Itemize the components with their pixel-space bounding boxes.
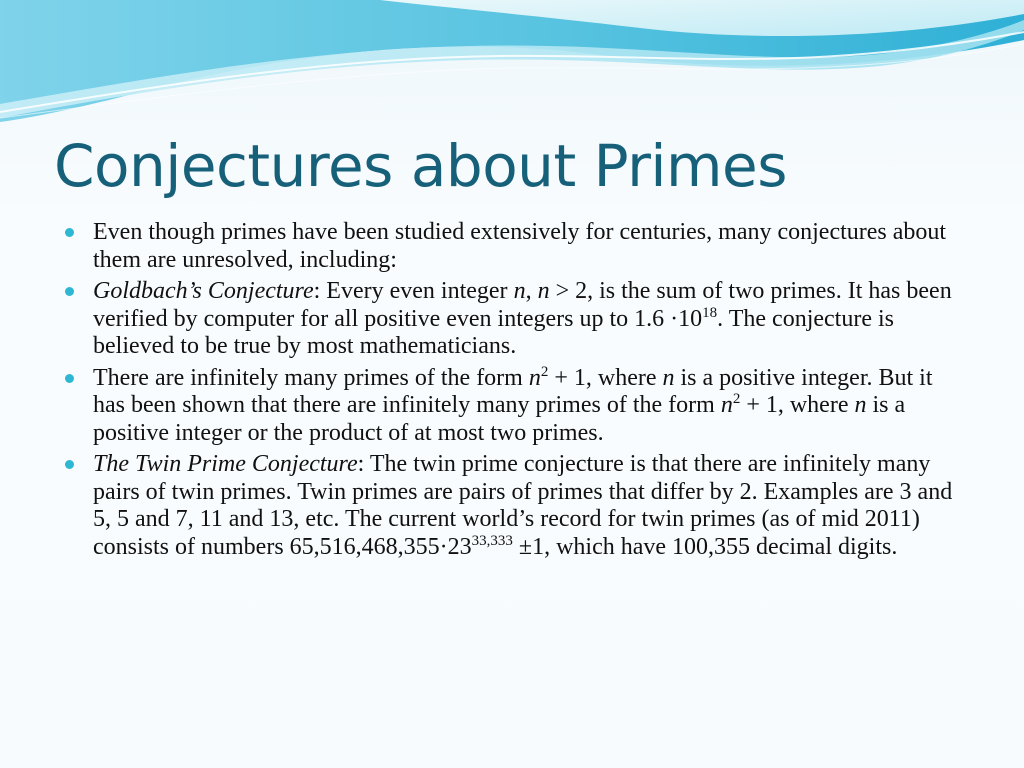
text-run: ±1, which have 100,355 decimal digits. <box>512 533 898 560</box>
bullet-text: Even though primes have been studied extensively for centuries, many conjectures about them are unresolved, including: <box>93 219 947 273</box>
bullet-list <box>64 219 964 565</box>
text-run: is a positive integer. But it has been shown that there are infinitely many primes of the form <box>93 364 933 418</box>
bullet-twin-prime <box>64 451 964 561</box>
goldbach-term: Goldbach’s Conjecture <box>93 278 314 304</box>
text-run: + 1, where <box>740 392 855 418</box>
bullet-dot-icon <box>65 460 74 469</box>
exponent: 18 <box>702 304 718 321</box>
exponent: 2 <box>540 363 549 380</box>
bullet-goldbach <box>64 278 964 361</box>
bullet-dot-icon <box>65 287 74 296</box>
text-run: is a positive integer or the product of at most two primes. <box>93 392 906 446</box>
variable-n: n <box>720 392 733 418</box>
variable-n: n <box>537 278 550 304</box>
text-run: : Every even integer <box>313 278 514 304</box>
twin-prime-term: The Twin Prime Conjecture <box>93 451 358 477</box>
wave-decoration <box>0 0 1024 130</box>
exponent: 33,333 <box>471 532 513 549</box>
bullet-dot-icon <box>65 374 74 383</box>
variable-n: n <box>854 392 867 418</box>
text-run: . The conjecture is believed to be true by most mathematicians. <box>93 305 894 359</box>
slide-title: Conjectures about Primes <box>54 132 787 200</box>
variable-n: n <box>513 278 526 304</box>
text-run: > 2, is the sum of two primes. It has been verified by computer for all positive even integers up to 1.6 ·10 <box>93 278 952 332</box>
bullet-intro <box>64 219 964 274</box>
bullet-n-squared-plus-one <box>64 365 964 448</box>
variable-n: n <box>528 364 541 391</box>
bullet-dot-icon <box>65 228 74 237</box>
text-run: , <box>525 278 538 304</box>
variable-n: n <box>662 364 675 391</box>
text-run: There are infinitely many primes of the form <box>93 364 529 391</box>
text-run: + 1, where <box>548 364 663 391</box>
text-run: : The twin prime conjecture is that there are infinitely many pairs of twin primes. Twin primes are pairs of primes that differ by 2. Examples are 3 and 5, 5 and 7, 11 and 13, etc. The current world’s record for twin primes (as of mid 2011) consists of numbers 65,516,468,355·23 <box>93 451 953 560</box>
exponent: 2 <box>732 391 741 407</box>
